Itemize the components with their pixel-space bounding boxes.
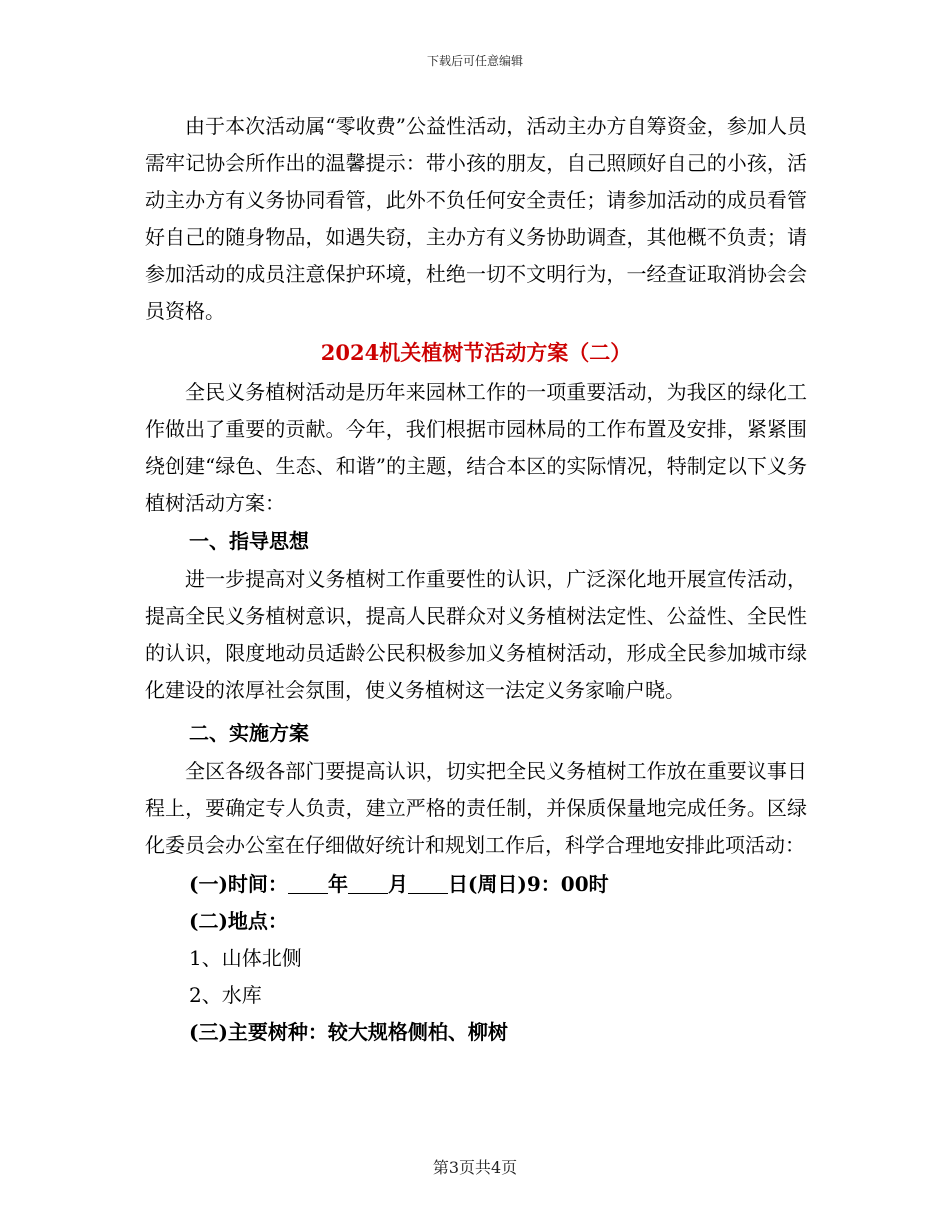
intro-paragraph: 由于本次活动属“零收费”公益性活动，活动主办方自筹资金，参加人员需牢记协会所作出的温馨提示：带小孩的朋友，自己照顾好自己的小孩，活动主办方有义务协同看管，此外不负任何安全责任；请参加活动的成员看管好自己的随身物品，如遇失窃，主办方有义务协助调查，其他概不负责；请参加活动的成员注意保护环境，杜绝一切不文明行为，一经查证取消协会会员资格。 (145, 114, 807, 323)
section-1-text: 进一步提高对义务植树工作重要性的认识，广泛深化地开展宣传活动，提高全民义务植树意识，提高人民群众对义务植树法定性、公益性、全民性的认识，限度地动员适龄公民积极参加义务植树活动，形成全民参加城市绿化建设的浓厚社会氛围，使义务植树这一法定义务家喻户晓。 (145, 567, 807, 702)
time-label: (一)时间： (189, 872, 288, 896)
document-title: 2024机关植树节活动方案（二） (320, 340, 632, 365)
paragraph-1: 全民义务植树活动是历年来园林工作的一项重要活动，为我区的绿化工作做出了重要的贡献。今年，我们根据市园林局的工作布置及安排，紧紧围绕创建“绿色、生态、和谐”的主题，结合本区的实际情况，特制定以下义务植树活动方案： (145, 380, 807, 515)
place-label: (二)地点： (189, 909, 288, 933)
tree-species: (三)主要树种：较大规格侧柏、柳树 (189, 1020, 508, 1044)
place-item-1: 1、山体北侧 (189, 946, 302, 970)
day-blank (408, 873, 448, 894)
time-line (145, 866, 807, 903)
year-blank (288, 873, 328, 894)
month-blank (348, 873, 388, 894)
page-header: 下载后可任意编辑 (426, 54, 523, 68)
day-label: 日(周日)9：00时 (447, 872, 609, 896)
place-item-2: 2、水库 (189, 983, 262, 1007)
page-footer: 第3页共4页 (432, 1158, 518, 1177)
document-body (145, 108, 807, 1051)
year-label: 年 (327, 872, 348, 896)
section-1-heading: 一、指导思想 (189, 529, 309, 553)
section-2-heading: 二、实施方案 (189, 721, 309, 745)
section-2-text: 全区各级各部门要提高认识，切实把全民义务植树工作放在重要议事日程上，要确定专人负责，建立严格的责任制，并保质保量地完成任务。区绿化委员会办公室在仔细做好统计和规划工作后，科学合理地安排此项活动： (145, 759, 807, 857)
month-label: 月 (387, 872, 408, 896)
